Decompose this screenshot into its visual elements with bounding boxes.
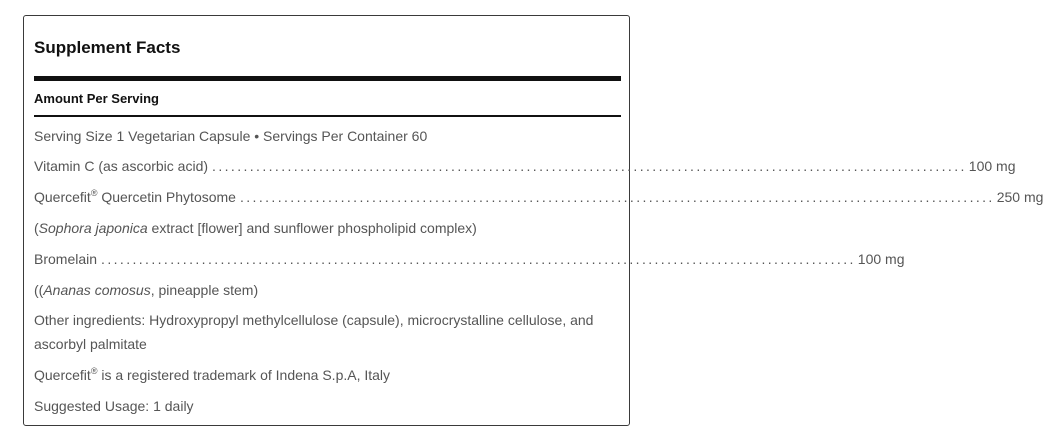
other-ingredients: Other ingredients: Hydroxypropyl methylcellulose (capsule), microcrystalline cellulose, and ascorbyl palmitate [34,312,594,352]
note-italic-species: Sophora japonica [38,220,148,236]
note-prefix: (( [34,282,44,298]
nutrient-amount: 100 mg [968,158,1016,174]
nutrient-name [34,188,236,206]
dot-leader: ........................................................................................................................ [101,251,856,267]
trademark-note [34,366,621,384]
nutrient-row-bromelain [34,250,905,268]
dot-leader: ........................................................................................................................ [212,158,967,174]
registered-mark: ® [90,188,98,198]
note-prefix: ( [34,220,39,236]
nutrient-name: Bromelain [34,251,98,267]
nutrient-amount: 250 mg [996,189,1043,205]
note-suffix: extract [flower] and sunflower phospholipid complex) [147,220,477,236]
supplement-facts-panel [23,15,1043,426]
nutrient-row-vitamin-c [34,157,1016,175]
nutrient-name-brand: Quercefit [34,189,91,205]
panel-title: Supplement Facts [34,38,181,57]
suggested-usage: Suggested Usage: 1 daily [34,398,194,414]
nutrient-name-rest: Quercetin Phytosome [97,189,236,205]
sophora-note [34,219,621,237]
serving-info: Serving Size 1 Vegetarian Capsule • Servings Per Container 60 [34,128,428,144]
thin-divider [34,115,621,117]
nutrient-name: Vitamin C (as ascorbic acid) [34,158,209,174]
nutrient-row-quercefit [34,188,1043,206]
note-italic-species: Ananas comosus [43,282,151,298]
trademark-brand: Quercefit [34,367,91,383]
note-suffix: , pineapple stem) [150,282,259,298]
registered-mark: ® [90,366,98,376]
amount-per-serving-heading: Amount Per Serving [34,91,159,106]
dot-leader: ........................................................................................................................ [239,189,995,205]
ananas-note [34,281,621,299]
trademark-rest: is a registered trademark of Indena S.p.A, Italy [97,367,391,383]
thick-divider [34,76,621,81]
nutrient-amount: 100 mg [857,251,905,267]
